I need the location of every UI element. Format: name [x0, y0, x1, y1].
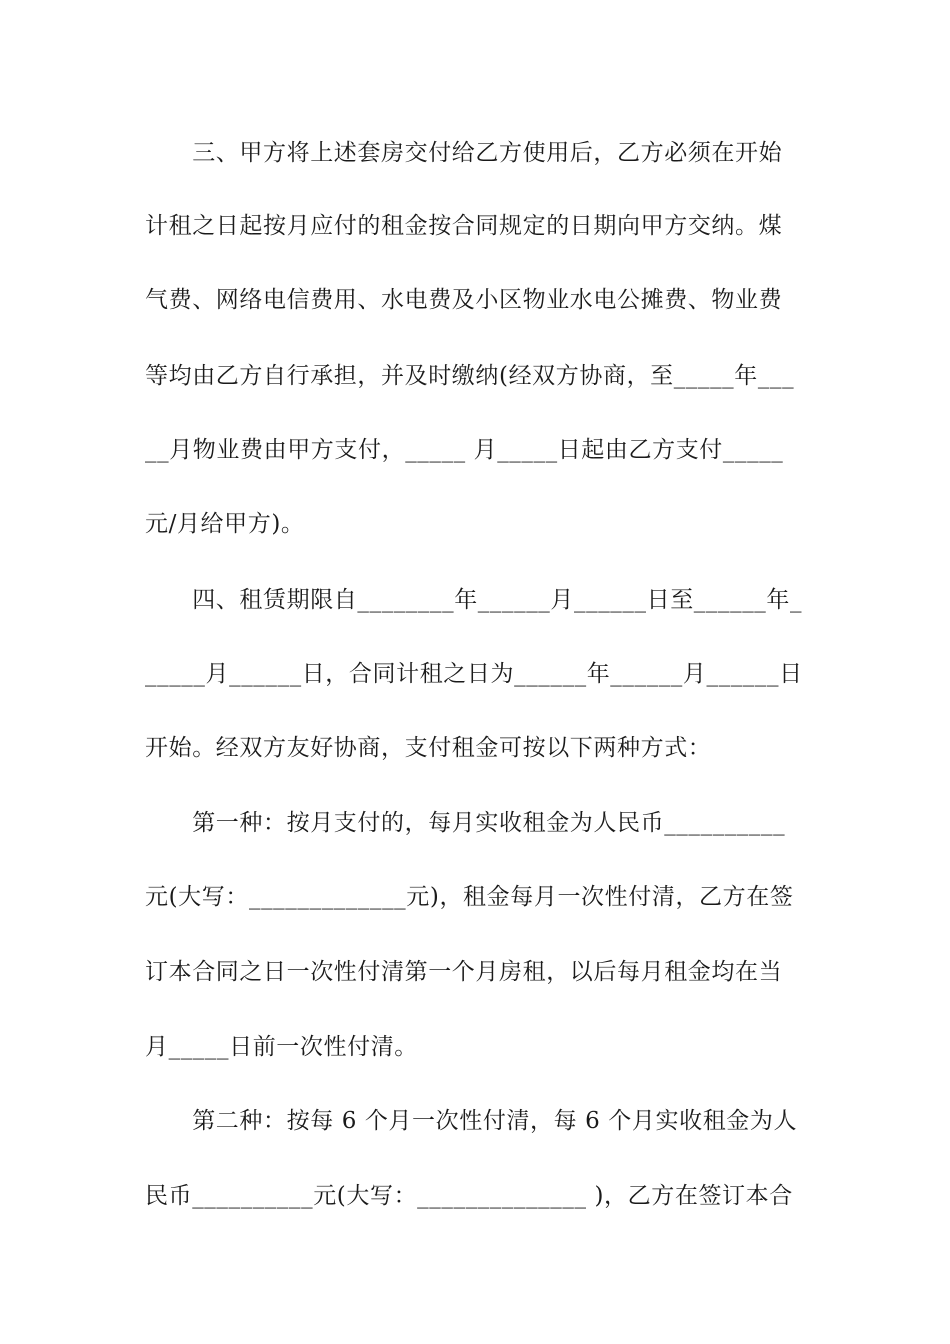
- text-line: __月物业费由甲方支付，_____ 月_____日起由乙方支付_____: [145, 437, 784, 463]
- text-line: 计租之日起按月应付的租金按合同规定的日期向甲方交纳。煤: [145, 213, 783, 239]
- text-line: 民币__________元(大写：______________ )，乙方在签订本合: [145, 1183, 793, 1209]
- text-line: 四、租赁期限自________年______月______日至______年_: [145, 587, 803, 613]
- text-line: 订本合同之日一次性付清第一个月房租，以后每月租金均在当: [145, 959, 783, 985]
- text-line: 气费、网络电信费用、水电费及小区物业水电公摊费、物业费: [145, 287, 783, 313]
- text-line: 元(大写：_____________元)，租金每月一次性付清，乙方在签: [145, 884, 794, 910]
- text-line: 第二种：按每 6 个月一次性付清，每 6 个月实收租金为人: [145, 1108, 798, 1134]
- text-line: 三、甲方将上述套房交付给乙方使用后，乙方必须在开始: [145, 140, 783, 166]
- text-line: 第一种：按月支付的，每月实收租金为人民币__________: [145, 810, 786, 836]
- text-line: 月_____日前一次性付清。: [145, 1034, 418, 1060]
- text-line: 元/月给甲方)。: [145, 511, 305, 537]
- text-line: 等均由乙方自行承担，并及时缴纳(经双方协商，至_____年___: [145, 363, 795, 389]
- text-line: 开始。经双方友好协商，支付租金可按以下两种方式：: [145, 735, 712, 761]
- text-line: _____月______日，合同计租之日为______年______月______日: [145, 661, 803, 687]
